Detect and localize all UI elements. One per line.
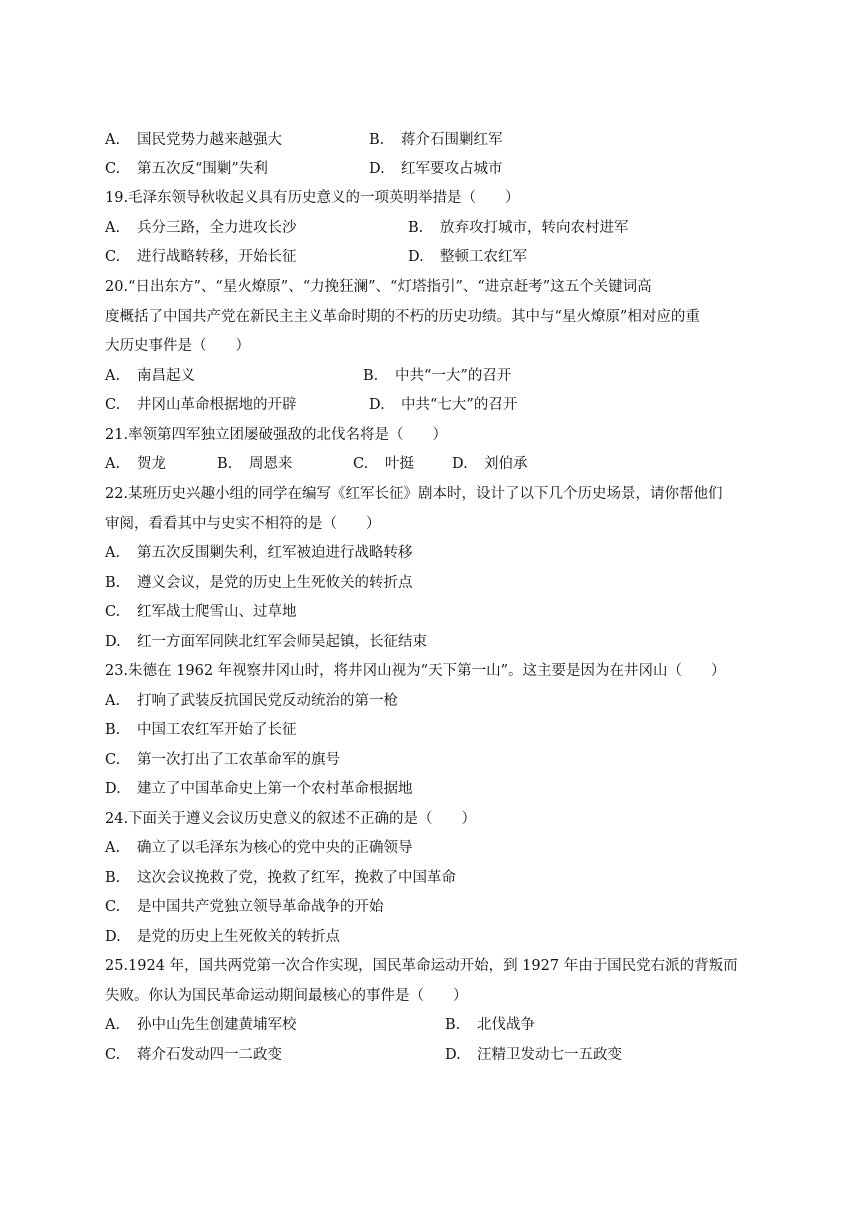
- q24-option-a: A. 确立了以毛泽东为核心的党中央的正确领导: [105, 840, 413, 856]
- question-24-stem: 24.下面关于遵义会议历史意义的叙述不正确的是（ ）: [105, 811, 477, 827]
- q23-option-d: D. 建立了中国革命史上第一个农村革命根据地: [105, 781, 413, 797]
- option-c: C. 第五次反“围剿”失利: [105, 161, 268, 177]
- question-25-stem-line2: 失败。你认为国民革命运动期间最核心的事件是（ ）: [105, 988, 468, 1004]
- q25-option-a: A. 孙中山先生创建黄埔军校: [105, 1017, 297, 1033]
- q21-option-d: D. 刘伯承: [452, 456, 528, 472]
- q22-option-d: D. 红一方面军同陕北红军会师吴起镇，长征结束: [105, 634, 427, 650]
- q25-option-b: B. 北伐战争: [445, 1017, 535, 1033]
- q19-option-a: A. 兵分三路，全力进攻长沙: [105, 220, 297, 236]
- question-21-stem: 21.率领第四军独立团屡破强敌的北伐名将是（ ）: [105, 427, 448, 443]
- q20-option-d: D. 中共“七大”的召开: [369, 397, 518, 413]
- q25-option-c: C. 蒋介石发动四一二政变: [105, 1047, 282, 1063]
- q19-option-c: C. 进行战略转移，开始长征: [105, 249, 297, 265]
- q22-option-a: A. 第五次反围剿失利，红军被迫进行战略转移: [105, 545, 413, 561]
- q20-option-c: C. 井冈山革命根据地的开辟: [105, 397, 297, 413]
- question-22-stem-line2: 审阅，看看其中与史实不相符的是（ ）: [105, 516, 381, 532]
- q24-option-c: C. 是中国共产党独立领导革命战争的开始: [105, 899, 384, 915]
- q19-option-d: D. 整顿工农红军: [408, 249, 527, 265]
- option-b: B. 蒋介石围剿红军: [369, 132, 503, 148]
- q20-option-b: B. 中共“一大”的召开: [363, 368, 512, 384]
- q25-option-d: D. 汪精卫发动七一五政变: [445, 1047, 622, 1063]
- q23-option-c: C. 第一次打出了工农革命军的旗号: [105, 752, 340, 768]
- option-a: A. 国民党势力越来越强大: [105, 132, 282, 148]
- question-20-stem-line1: 20.“日出东方”、“星火燎原”、“力挽狂澜”、“灯塔指引”、“进京赶考”这五个关键词高: [105, 279, 652, 295]
- question-23-stem: 23.朱德在 1962 年视察井冈山时，将井冈山视为“天下第一山”。这主要是因为在井冈山（ ）: [105, 663, 726, 679]
- q24-option-b: B. 这次会议挽救了党，挽救了红军，挽救了中国革命: [105, 870, 456, 886]
- question-20-stem-line2: 度概括了中国共产党在新民主主义革命时期的不朽的历史功绩。其中与“星火燎原”相对应的重: [105, 309, 700, 325]
- question-19-stem: 19.毛泽东领导秋收起义具有历史意义的一项英明举措是（ ）: [105, 190, 520, 206]
- question-20-stem-line3: 大历史事件是（ ）: [105, 338, 250, 354]
- q21-option-a: A. 贺龙: [105, 456, 166, 472]
- q22-option-b: B. 遵义会议，是党的历史上生死攸关的转折点: [105, 575, 413, 591]
- question-25-stem-line1: 25.1924 年，国共两党第一次合作实现，国民革命运动开始，到 1927 年由于国民党右派的背叛而: [105, 958, 738, 974]
- q21-option-b: B. 周恩来: [217, 456, 293, 472]
- question-22-stem-line1: 22.某班历史兴趣小组的同学在编写《红军长征》剧本时，设计了以下几个历史场景，请你帮他们: [105, 486, 723, 502]
- q20-option-a: A. 南昌起义: [105, 368, 195, 384]
- option-d: D. 红军要攻占城市: [369, 161, 503, 177]
- q19-option-b: B. 放弃攻打城市，转向农村进军: [408, 220, 629, 236]
- q23-option-b: B. 中国工农红军开始了长征: [105, 722, 297, 738]
- q21-option-c: C. 叶挺: [353, 456, 414, 472]
- q22-option-c: C. 红军战士爬雪山、过草地: [105, 604, 297, 620]
- q23-option-a: A. 打响了武装反抗国民党反动统治的第一枪: [105, 693, 398, 709]
- q24-option-d: D. 是党的历史上生死攸关的转折点: [105, 929, 340, 945]
